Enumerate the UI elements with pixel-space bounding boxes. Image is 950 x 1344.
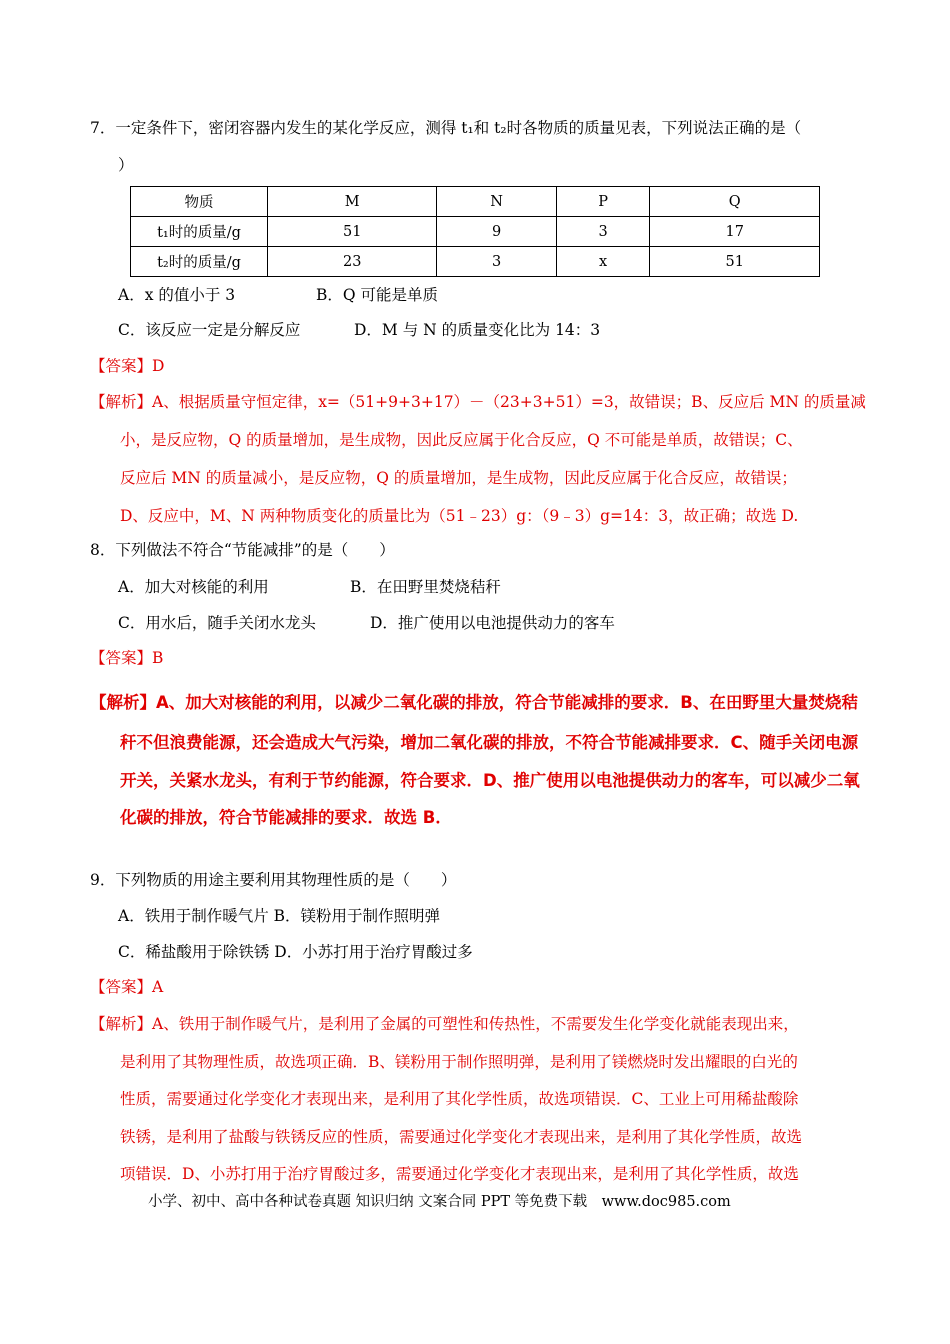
q9-analysis-line: 铁锈，是利用了盐酸与铁锈反应的性质，需要通过化学变化才表现出来，是利用了其化学性质，故选 [120,1128,803,1146]
table-header-row [131,187,820,217]
table-cell: 23 [268,247,437,277]
q9-answer: 【答案】A [90,978,164,996]
q8-answer: 【答案】B [90,649,164,667]
table-cell: 3 [556,217,650,247]
q7-analysis-line: 【解析】A、根据质量守恒定律，x=（51+9+3+17）－（23+3+51）=3，故错误；B、反应后 MN 的质量减 [90,393,866,411]
q7-analysis-line: D、反应中，M、N 两种物质变化的质量比为（51﹣23）g：（9﹣3）g=14：3，故正确；故选 D. [120,507,799,525]
q9-analysis-line: 项错误．D、小苏打用于治疗胃酸过多，需要通过化学变化才表现出来，是利用了其化学性质，故选 [120,1165,799,1183]
q8-option-c: C．用水后，随手关闭水龙头 [118,614,316,632]
table-cell: N [437,187,556,217]
q9-stem: 9．下列物质的用途主要利用其物理性质的是（ ） [90,871,457,889]
table-cell: P [556,187,650,217]
q7-option-d: D．M 与 N 的质量变化比为 14：3 [354,321,601,339]
q7-option-b: B．Q 可能是单质 [316,286,439,304]
q7-option-c: C．该反应一定是分解反应 [118,321,301,339]
q9-options-ab: A．铁用于制作暖气片 B．镁粉用于制作照明弹 [118,907,441,925]
page-footer: 小学、初中、高中各种试卷真题 知识归纳 文案合同 PPT 等免费下载 www.doc985.com [148,1194,731,1210]
q8-option-b: B．在田野里焚烧秸秆 [350,578,501,596]
q7-option-a: A．x 的值小于 3 [118,286,236,304]
q8-option-d: D．推广使用以电池提供动力的客车 [370,614,615,632]
table-cell: 物质 [131,187,268,217]
table-cell: t₁时的质量/g [131,217,268,247]
table-cell: x [556,247,650,277]
table-cell: M [268,187,437,217]
table-row [131,217,820,247]
q8-stem: 8．下列做法不符合“节能减排”的是（ ） [90,541,395,559]
q7-mass-table [130,186,820,277]
table-cell: 9 [437,217,556,247]
table-cell: t₂时的质量/g [131,247,268,277]
table-row [131,247,820,277]
q8-analysis-line: 秆不但浪费能源，还会造成大气污染，增加二氧化碳的排放，不符合节能减排要求．C、随手关闭电源 [120,733,859,752]
q7-stem-end: ） [118,156,134,174]
q9-analysis-line: 性质，需要通过化学变化才表现出来，是利用了其化学性质，故选项错误．C、工业上可用稀盐酸除 [120,1090,799,1108]
q8-analysis-line: 化碳的排放，符合节能减排的要求．故选 B． [120,808,452,827]
table-cell: 17 [650,217,820,247]
q8-analysis-line: 【解析】A、加大对核能的利用，以减少二氧化碳的排放，符合节能减排的要求．B、在田野里大量焚烧秸 [90,693,858,712]
q7-stem: 7．一定条件下，密闭容器内发生的某化学反应，测得 t₁和 t₂时各物质的质量见表，下列说法正确的是（ [90,119,802,137]
q9-options-cd: C．稀盐酸用于除铁锈 D．小苏打用于治疗胃酸过多 [118,943,473,961]
table-cell: 3 [437,247,556,277]
q9-analysis-line: 是利用了其物理性质，故选项正确．B、镁粉用于制作照明弹，是利用了镁燃烧时发出耀眼的白光的 [120,1053,798,1071]
q9-analysis-line: 【解析】A、铁用于制作暖气片，是利用了金属的可塑性和传热性，不需要发生化学变化就能表现出来， [90,1015,799,1033]
table-cell: Q [650,187,820,217]
q8-option-a: A．加大对核能的利用 [118,578,269,596]
table-cell: 51 [650,247,820,277]
table-cell: 51 [268,217,437,247]
q7-answer: 【答案】D [90,357,165,375]
q8-analysis-line: 开关，关紧水龙头，有利于节约能源，符合要求．D、推广使用以电池提供动力的客车，可以减少二氧 [120,771,860,790]
q7-analysis-line: 反应后 MN 的质量减小，是反应物，Q 的质量增加，是生成物，因此反应属于化合反应，故错误； [120,469,797,487]
q7-analysis-line: 小，是反应物，Q 的质量增加，是生成物，因此反应属于化合反应，Q 不可能是单质，故错误；C、 [120,431,803,449]
